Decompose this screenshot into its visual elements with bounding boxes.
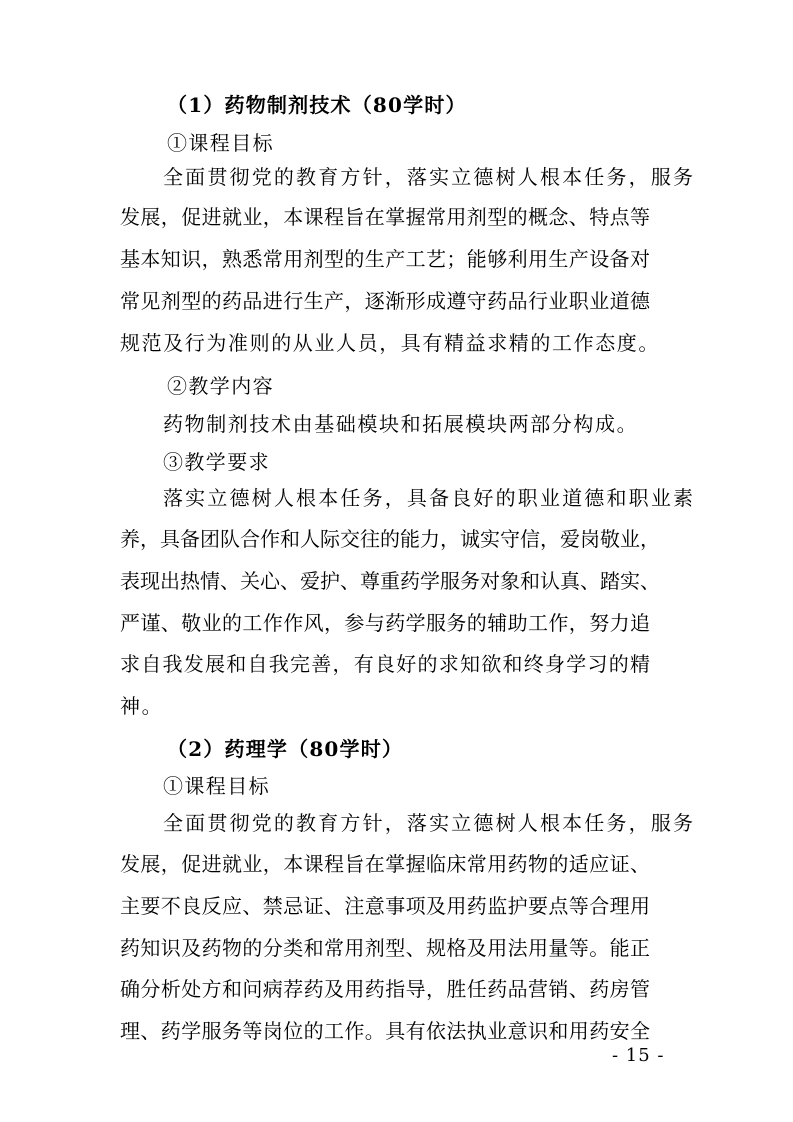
paragraph-line: 神。	[120, 694, 164, 718]
paragraph-line: 确分析处方和问病荐药及用药指导，胜任药品营销、药房管	[120, 977, 650, 1001]
paragraph-line: 主要不良反应、禁忌证、注意事项及用药监护要点等合理用	[120, 894, 650, 918]
paragraph-line: 严谨、敬业的工作作风，参与药学服务的辅助工作，努力追	[120, 611, 650, 635]
paragraph-line: 全面贯彻党的教育方针，落实立德树人根本任务，服务	[163, 165, 693, 189]
section-heading-pharmacology: （2）药理学（80学时）	[167, 737, 404, 761]
paragraph-line: 发展，促进就业，本课程旨在掌握临床常用药物的适应证、	[120, 852, 650, 876]
paragraph-line: 发展，促进就业，本课程旨在掌握常用剂型的概念、特点等	[120, 205, 650, 229]
paragraph-line: 基本知识，熟悉常用剂型的生产工艺；能够利用生产设备对	[120, 247, 650, 271]
paragraph-line: 药知识及药物的分类和常用剂型、规格及用法用量等。能正	[120, 936, 650, 960]
course-goal-title: ①课程目标	[167, 131, 274, 155]
teaching-requirements-title: ③教学要求	[163, 450, 270, 474]
paragraph-line: 常见剂型的药品进行生产，逐渐形成遵守药品行业职业道德	[120, 289, 650, 313]
paragraph-line: 养，具备团队合作和人际交往的能力，诚实守信，爱岗敬业，	[120, 527, 660, 551]
paragraph-line: 全面贯彻党的教育方针，落实立德树人根本任务，服务	[163, 811, 693, 835]
paragraph-line: 药物制剂技术由基础模块和拓展模块两部分构成。	[163, 412, 639, 436]
section-heading-pharmaceutical-preparation-technology: （1）药物制剂技术（80学时）	[167, 93, 467, 117]
course-goal-title: ①课程目标	[163, 774, 270, 798]
page-number: - 15 -	[612, 1045, 665, 1066]
paragraph-line: 规范及行为准则的从业人员，具有精益求精的工作态度。	[120, 331, 660, 355]
paragraph-line: 表现出热情、关心、爱护、尊重药学服务对象和认真、踏实、	[120, 569, 660, 593]
paragraph-line: 求自我发展和自我完善，有良好的求知欲和终身学习的精	[120, 652, 650, 676]
paragraph-line: 落实立德树人根本任务，具备良好的职业道德和职业素	[163, 486, 693, 510]
paragraph-line: 理、药学服务等岗位的工作。具有依法执业意识和用药安全	[120, 1019, 650, 1043]
teaching-content-title: ②教学内容	[167, 374, 274, 398]
